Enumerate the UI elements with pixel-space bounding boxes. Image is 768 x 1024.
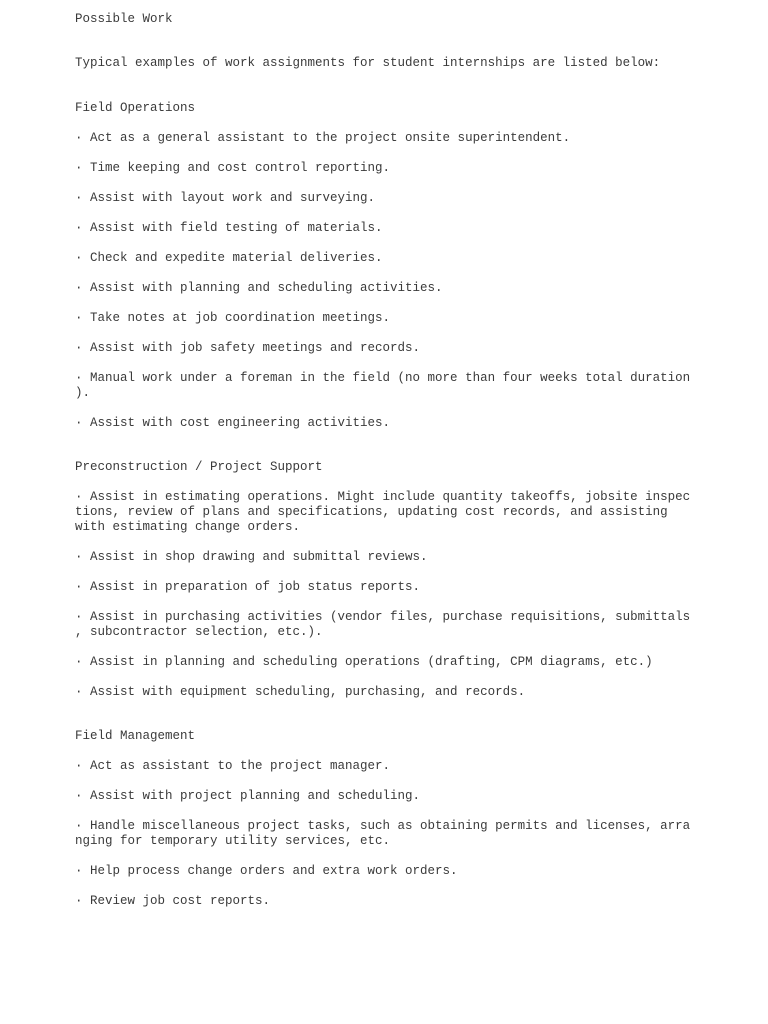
section	[75, 460, 695, 700]
list-item	[75, 789, 695, 804]
list-item	[75, 221, 695, 236]
section	[75, 101, 695, 431]
list-item	[75, 655, 695, 670]
list-item	[75, 251, 695, 266]
section	[75, 729, 695, 909]
list-item-line: · Assist with project planning and scheduling.	[75, 789, 421, 803]
list-item	[75, 610, 695, 640]
list-item-line: · Assist with job safety meetings and records.	[75, 341, 421, 355]
list-item-line: · Assist in planning and scheduling operations (drafting, CPM diagrams, etc.)	[75, 655, 653, 669]
list-item	[75, 894, 695, 909]
list-item-line: · Assist in estimating operations. Might include quantity takeoffs, jobsite inspec	[75, 490, 691, 504]
list-item-line: · Assist in preparation of job status reports.	[75, 580, 421, 594]
list-item	[75, 311, 695, 326]
list-item	[75, 281, 695, 296]
list-item	[75, 131, 695, 146]
list-item-line: · Take notes at job coordination meetings.	[75, 311, 391, 325]
list-item	[75, 416, 695, 431]
list-item	[75, 161, 695, 176]
list-item-line: with estimating change orders.	[75, 520, 301, 534]
list-item-line: · Manual work under a foreman in the field (no more than four weeks total duration	[75, 371, 691, 385]
list-item	[75, 759, 695, 774]
list-item-line: , subcontractor selection, etc.).	[75, 625, 323, 639]
list-item-line: · Act as assistant to the project manager.	[75, 759, 391, 773]
list-item-line: · Review job cost reports.	[75, 894, 271, 908]
section-heading: Preconstruction / Project Support	[75, 460, 323, 474]
list-item	[75, 550, 695, 565]
list-item	[75, 864, 695, 879]
section-heading: Field Management	[75, 729, 196, 743]
list-item-line: · Assist in shop drawing and submittal reviews.	[75, 550, 428, 564]
list-item	[75, 685, 695, 700]
list-item-line: · Assist with field testing of materials.	[75, 221, 383, 235]
list-item-line: · Assist in purchasing activities (vendor files, purchase requisitions, submittals	[75, 610, 691, 624]
list-item-line: · Assist with cost engineering activities.	[75, 416, 391, 430]
list-item-line: tions, review of plans and specifications, updating cost records, and assisting	[75, 505, 668, 519]
intro-paragraph: Typical examples of work assignments for student internships are listed below:	[75, 56, 661, 70]
list-item	[75, 819, 695, 849]
list-item-line: · Check and expedite material deliveries.	[75, 251, 383, 265]
list-item	[75, 191, 695, 206]
list-item	[75, 580, 695, 595]
document-title: Possible Work	[75, 12, 173, 26]
list-item	[75, 490, 695, 535]
list-item-line: · Help process change orders and extra work orders.	[75, 864, 458, 878]
section-heading: Field Operations	[75, 101, 196, 115]
list-item-line: · Time keeping and cost control reporting.	[75, 161, 391, 175]
list-item	[75, 371, 695, 401]
list-item-line: nging for temporary utility services, etc.	[75, 834, 391, 848]
list-item-line: · Handle miscellaneous project tasks, such as obtaining permits and licenses, arra	[75, 819, 691, 833]
list-item-line: · Assist with layout work and surveying.	[75, 191, 376, 205]
list-item-line: · Assist with planning and scheduling activities.	[75, 281, 443, 295]
document-page	[75, 12, 695, 938]
sections-container	[75, 101, 695, 909]
list-item-line: · Assist with equipment scheduling, purchasing, and records.	[75, 685, 526, 699]
list-item-line: · Act as a general assistant to the project onsite superintendent.	[75, 131, 571, 145]
list-item	[75, 341, 695, 356]
list-item-line: ).	[75, 386, 91, 400]
